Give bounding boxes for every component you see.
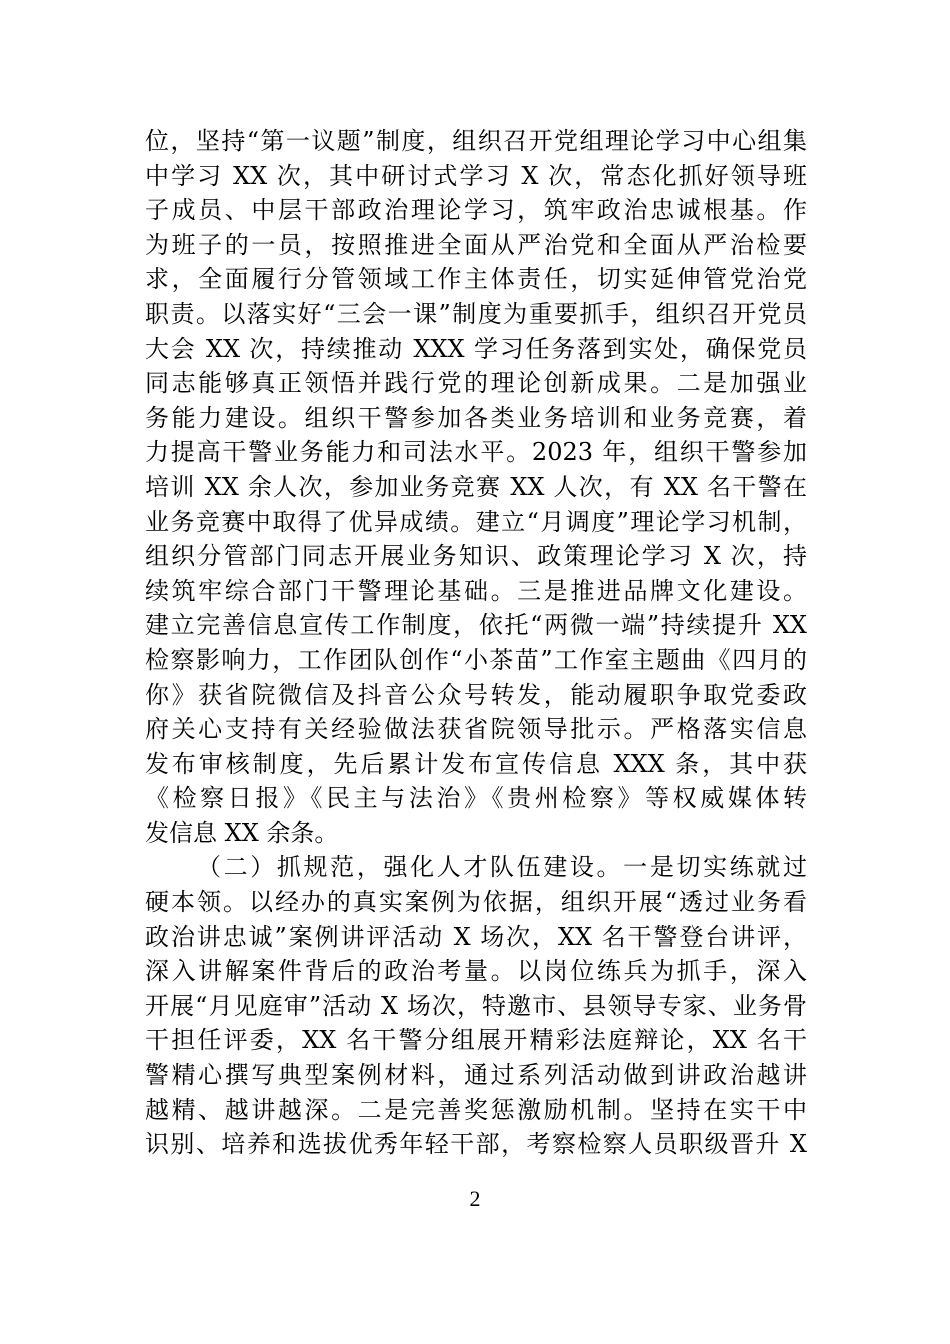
text-line: 开展“月见庭审”活动 X 场次，特邀市、县领导专家、业务骨 [145, 991, 807, 1020]
text-line: 力提高干警业务能力和司法水平。2023 年，组织干警参加 [145, 438, 807, 467]
text-line: 业务竞赛中取得了优异成绩。建立“月调度”理论学习机制， [145, 507, 807, 536]
text-line: 培训 XX 余人次，参加业务竞赛 XX 人次，有 XX 名干警在 [145, 472, 807, 501]
text-line: 越精、越讲越深。二是完善奖惩激励机制。坚持在实干中 [145, 1095, 807, 1124]
paragraph-end-line: 发信息 XX 余条。 [145, 818, 339, 847]
body-text [145, 124, 807, 1162]
text-line: 硬本领。以经办的真实案例为依据，组织开展“透过业务看 [145, 888, 807, 917]
text-line: 求，全面履行分管领域工作主体责任，切实延伸管党治党 [145, 265, 807, 294]
page-number: 2 [469, 1186, 481, 1211]
text-line: 政治讲忠诚”案例讲评活动 X 场次，XX 名干警登台讲评， [145, 922, 807, 951]
text-line: 警精心撰写典型案例材料，通过系列活动做到讲政治越讲 [145, 1061, 807, 1090]
text-line: 发布审核制度，先后累计发布宣传信息 XXX 条，其中获 [145, 749, 807, 778]
text-line: 检察影响力，工作团队创作“小茶苗”工作室主题曲《四月的 [145, 645, 807, 674]
text-line: 深入讲解案件背后的政治考量。以岗位练兵为抓手，深入 [145, 957, 807, 986]
text-line: 职责。以落实好“三会一课”制度为重要抓手，组织召开党员 [145, 299, 807, 328]
text-line: 同志能够真正领悟并践行党的理论创新成果。二是加强业 [145, 369, 807, 398]
text-line: 位，坚持“第一议题”制度，组织召开党组理论学习中心组集 [145, 127, 807, 155]
text-line: 务能力建设。组织干警参加各类业务培训和业务竞赛，着 [145, 403, 807, 432]
text-line: 你》获省院微信及抖音公众号转发，能动履职争取党委政 [145, 680, 807, 709]
text-line: 府关心支持有关经验做法获省院领导批示。严格落实信息 [145, 715, 807, 744]
text-line: 子成员、中层干部政治理论学习，筑牢政治忠诚根基。作 [145, 196, 807, 225]
text-line: 为班子的一员，按照推进全面从严治党和全面从严治检要 [145, 230, 807, 259]
text-line: 建立完善信息宣传工作制度，依托“两微一端”持续提升 XX [145, 611, 807, 640]
text-line: 识别、培养和选拔优秀年轻干部，考察检察人员职级晋升 X [145, 1130, 807, 1159]
text-line: 大会 XX 次，持续推动 XXX 学习任务落到实处，确保党员 [145, 334, 807, 363]
text-line: 组织分管部门同志开展业务知识、政策理论学习 X 次，持 [145, 542, 807, 571]
text-line: 《检察日报》《民主与法治》《贵州检察》等权威媒体转 [145, 784, 807, 813]
text-line: 续筑牢综合部门干警理论基础。三是推进品牌文化建设。 [145, 576, 807, 605]
section-heading-line: （二）抓规范，强化人才队伍建设。一是切实练就过 [197, 853, 807, 882]
text-line: 干担任评委，XX 名干警分组展开精彩法庭辩论，XX 名干 [145, 1026, 807, 1055]
text-line: 中学习 XX 次，其中研讨式学习 X 次，常态化抓好领导班 [145, 161, 807, 190]
